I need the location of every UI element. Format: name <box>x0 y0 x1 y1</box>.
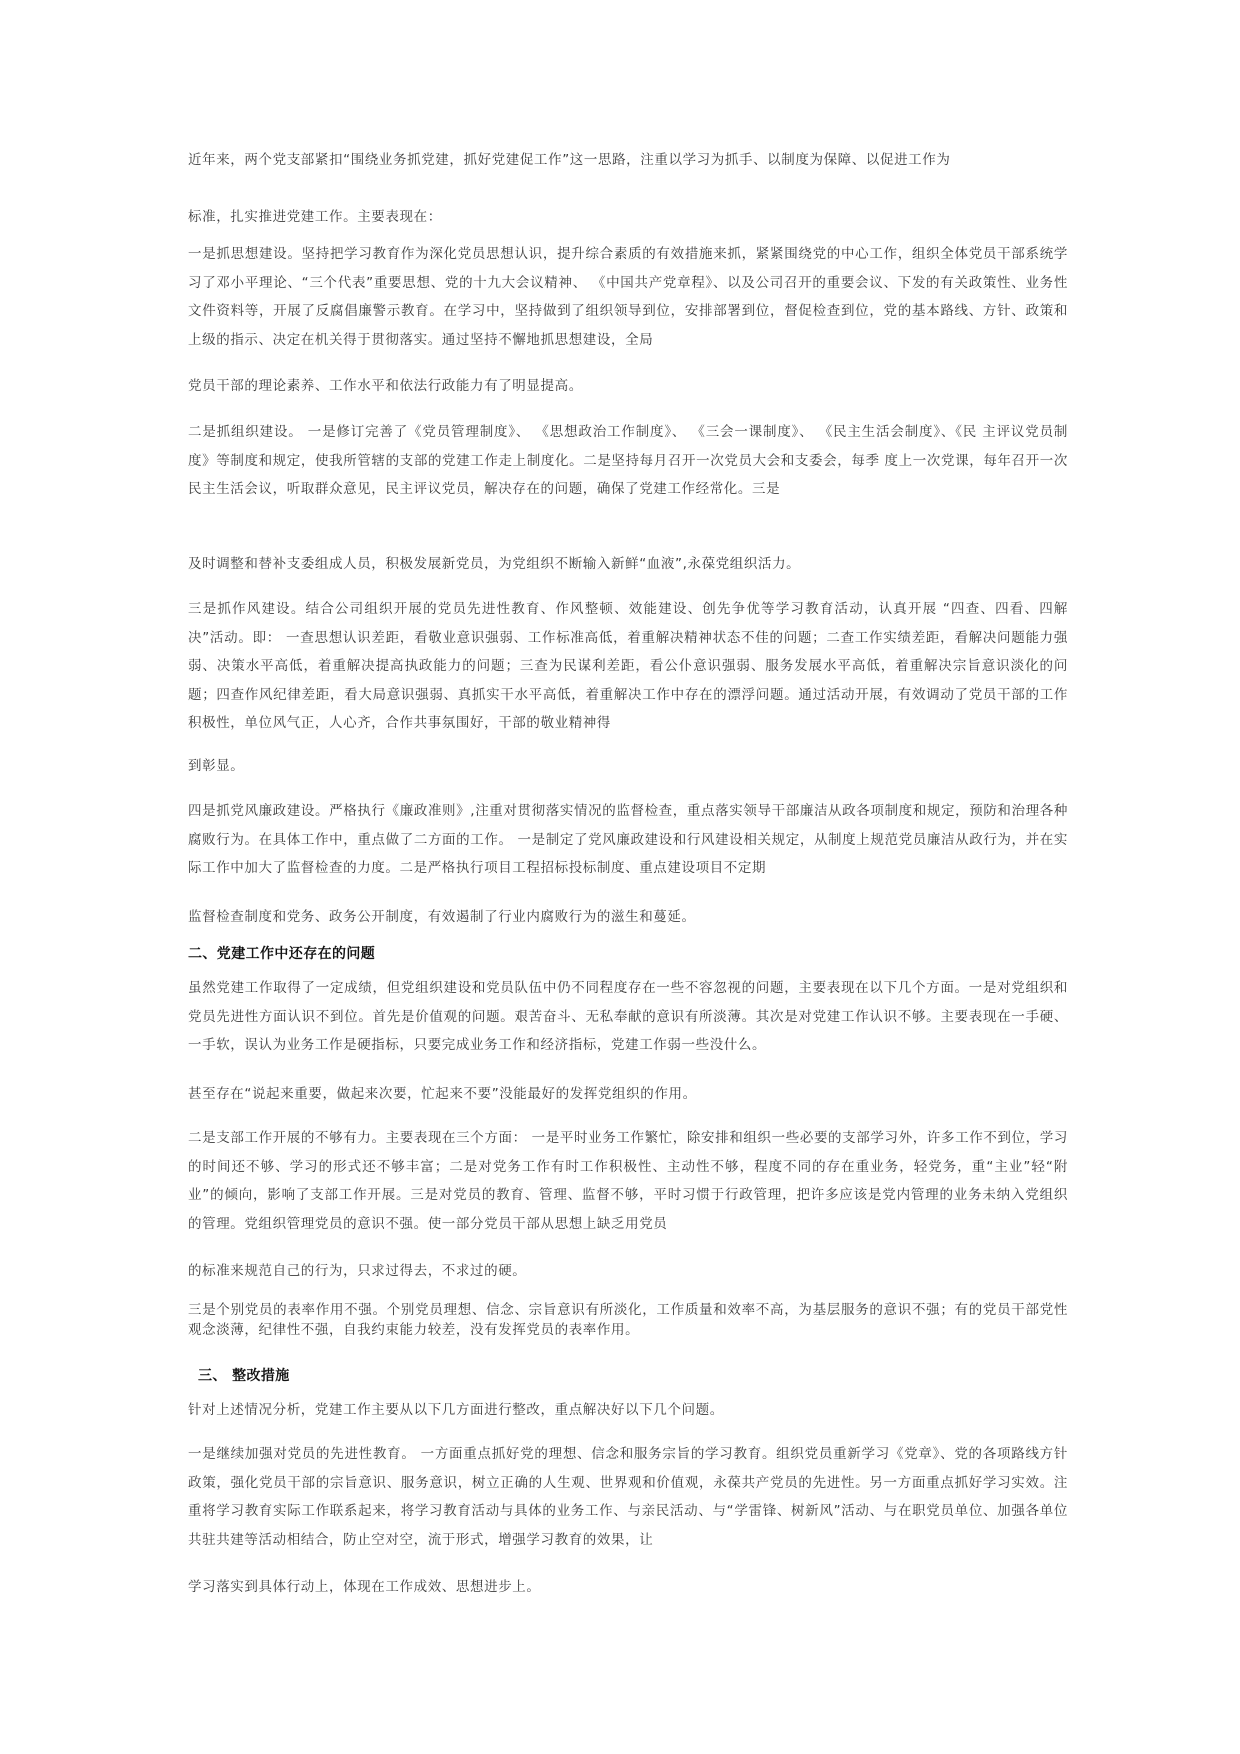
section-3-heading: 三、 整改措施 <box>198 1368 290 1384</box>
integrity-building-paragraph: 四是抓党风廉政建设。严格执行《廉政准则》,注重对贯彻落实情况的监督检查，重点落实领导干部廉洁从政各项制度和规定，预防和治理各种腐败行为。在具体工作中，重点做了二方面的工作。 一是制定了党风廉政建设和行风建设相关规定，从制度上规范党员廉洁从政行为，并在实际工作中加大了监督检查的力度。二是严格执行项目工程招标投标制度、重点建设项目不定期 <box>188 803 1068 876</box>
intro-line-2: 标准，扎实推进党建工作。主要表现在： <box>188 209 442 225</box>
member-role-paragraph: 三是个别党员的表率作用不强。个别党员理想、信念、宗旨意识有所淡化，工作质量和效率不高，为基层服务的意识不强；有的党员干部党性观念淡薄，纪律性不强，自我约束能力较差，没有发挥党员的表率作用。 <box>188 1302 1068 1338</box>
document-page <box>188 0 1068 1754</box>
section-2-heading: 二、党建工作中还存在的问题 <box>188 946 376 962</box>
intro-line-1: 近年来，两个党支部紧扣“围绕业务抓党建，抓好党建促工作”这一思路，注重以学习为抓手、以制度为保障、以促进工作为 <box>188 152 951 168</box>
education-paragraph: 一是继续加强对党员的先进性教育。 一方面重点抓好党的理想、信念和服务宗旨的学习教育。组织党员重新学习《党章》、党的各项路线方针政策，强化党员干部的宗旨意识、服务意识，树立正确的人生观、世界观和价值观，永葆共产党员的先进性。另一方面重点抓好学习实效。注重将学习教育实际工作联系起来，将学习教育活动与具体的业务工作、与亲民活动、与“学雷锋、树新风”活动、与在职党员单位、加强各单位共驻共建等活动相结合，防止空对空，流于形式，增强学习教育的效果，让 <box>188 1446 1068 1548</box>
problems-intro-paragraph: 虽然党建工作取得了一定成绩，但党组织建设和党员队伍中仍不同程度存在一些不容忽视的问题，主要表现在以下几个方面。一是对党组织和党员先进性方面认识不到位。首先是价值观的问题。艰苦奋斗、无私奉献的意识有所淡薄。其次是对党建工作认识不够。主要表现在一手硬、 一手软，误认为业务工作是硬指标，只要完成业务工作和经济指标，党建工作弱一些没什么。 <box>188 980 1068 1053</box>
organization-building-tail: 及时调整和替补支委组成人员，积极发展新党员，为党组织不断输入新鲜“血液”,永葆党组织活力。 <box>188 556 801 572</box>
education-tail: 学习落实到具体行动上，体现在工作成效、思想进步上。 <box>188 1579 541 1595</box>
measures-intro: 针对上述情况分析，党建工作主要从以下几方面进行整改，重点解决好以下几个问题。 <box>188 1402 724 1418</box>
problems-intro-tail: 甚至存在“说起来重要，做起来次要，忙起来不要”没能最好的发挥党组织的作用。 <box>188 1086 697 1102</box>
organization-building-paragraph: 二是抓组织建设。 一是修订完善了《党员管理制度》、 《思想政治工作制度》、 《三会一课制度》、 《民主生活会制度》、《民 主评议党员制度》等制度和规定，使我所管辖的支部的党建工作走上制度化。二是坚持每月召开一次党员大会和支委会，每季 度上一次党课，每年召开一次民主生活会议，听取群众意见，民主评议党员，解决存在的问题，确保了党建工作经常化。三是 <box>188 424 1068 497</box>
thought-building-tail: 党员干部的理论素养、工作水平和依法行政能力有了明显提高。 <box>188 378 583 394</box>
branch-work-paragraph: 二是支部工作开展的不够有力。主要表现在三个方面： 一是平时业务工作繁忙，除安排和组织一些必要的支部学习外，许多工作不到位，学习的时间还不够、学习的形式还不够丰富；二是对党务工作有时工作积极性、主动性不够，程度不同的存在重业务，轻党务，重“主业”轻“附业”的倾向，影响了支部工作开展。三是对党员的教育、管理、监督不够，平时习惯于行政管理，把许多应该是党内管理的业务未纳入党组织的管理。党组织管理党员的意识不强。使一部分党员干部从思想上缺乏用党员 <box>188 1130 1068 1232</box>
style-building-paragraph: 三是抓作风建设。结合公司组织开展的党员先进性教育、作风整顿、效能建设、创先争优等学习教育活动，认真开展 “四查、四看、四解决”活动。即： 一查思想认识差距，看敬业意识强弱、工作标准高低，着重解决精神状态不佳的问题；二查工作实绩差距，看解决问题能力强弱、决策水平高低，着重解决提高执政能力的问题；三查为民谋利差距，看公仆意识强弱、服务发展水平高低，着重解决宗旨意识淡化的问题；四查作风纪律差距，看大局意识强弱、真抓实干水平高低，着重解决工作中存在的漂浮问题。通过活动开展，有效调动了党员干部的工作积极性，单位风气正，人心齐，合作共事氛围好，干部的敬业精神得 <box>188 601 1068 731</box>
style-building-tail: 到彰显。 <box>188 758 245 774</box>
branch-work-tail: 的标准来规范自己的行为，只求过得去，不求过的硬。 <box>188 1263 527 1279</box>
integrity-building-tail: 监督检查制度和党务、政务公开制度，有效遏制了行业内腐败行为的滋生和蔓延。 <box>188 909 696 925</box>
thought-building-paragraph: 一是抓思想建设。坚持把学习教育作为深化党员思想认识，提升综合素质的有效措施来抓，紧紧围绕党的中心工作，组织全体党员干部系统学习了邓小平理论、“三个代表”重要思想、党的十九大会议精神、 《中国共产党章程》、以及公司召开的重要会议、下发的有关政策性、业务性文件资料等，开展了反腐倡廉警示教育。在学习中，坚持做到了组织领导到位，安排部署到位，督促检查到位，党的基本路线、方针、政策和上级的指示、决定在机关得于贯彻落实。通过坚持不懈地抓思想建设，全局 <box>188 246 1068 348</box>
